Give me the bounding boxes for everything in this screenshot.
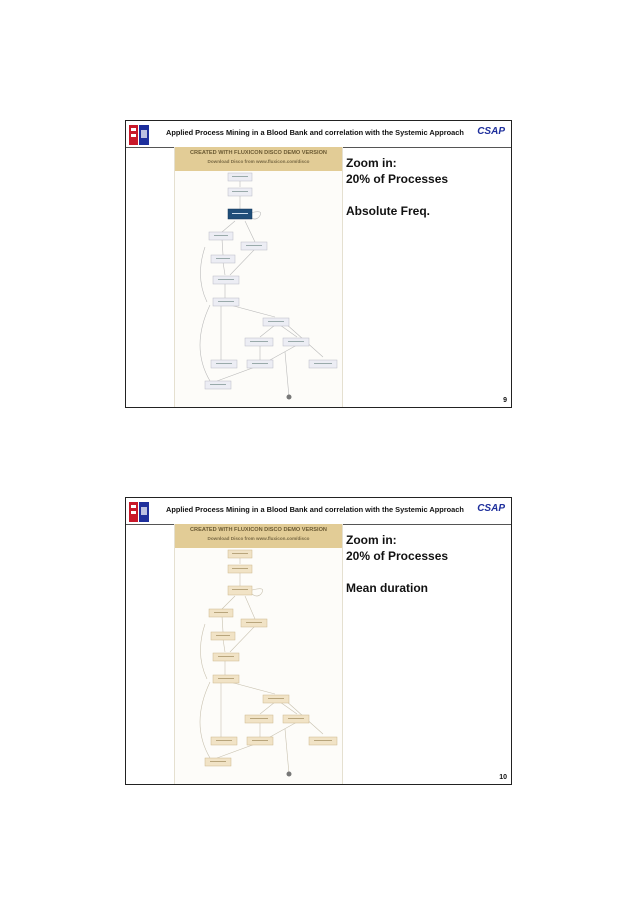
- banner-title: CREATED WITH FLUXICON DISCO DEMO VERSION: [190, 527, 327, 533]
- header-title: Applied Process Mining in a Blood Bank and correlation with the Systemic Approach: [166, 128, 464, 137]
- university-logo-icon: [128, 501, 150, 523]
- page-number: 9: [503, 397, 507, 404]
- metric-label: Absolute Freq.: [346, 204, 431, 218]
- slide-notes: [346, 155, 448, 219]
- university-logo-icon: [128, 124, 150, 146]
- watermark-banner: [175, 524, 342, 548]
- zoom-label: Zoom in:: [346, 156, 397, 170]
- slide-header: [126, 121, 511, 148]
- process-map-panel: [174, 147, 343, 407]
- metric-label: Mean duration: [346, 581, 429, 595]
- brand-label: CSAP: [477, 503, 505, 514]
- banner-subtitle: Download Disco from www.fluxicon.com/disco: [207, 536, 310, 541]
- watermark-banner: [175, 147, 342, 171]
- process-map-panel: [174, 524, 343, 784]
- banner-title: CREATED WITH FLUXICON DISCO DEMO VERSION: [190, 150, 327, 156]
- slide-9: [125, 120, 512, 408]
- slide-header: [126, 498, 511, 525]
- processes-label: 20% of Processes: [346, 172, 449, 186]
- slide-10: [125, 497, 512, 785]
- process-map-graph: [175, 524, 342, 784]
- page-number: 10: [499, 774, 507, 781]
- header-title: Applied Process Mining in a Blood Bank and correlation with the Systemic Approach: [166, 505, 464, 514]
- processes-label: 20% of Processes: [346, 549, 449, 563]
- banner-subtitle: Download Disco from www.fluxicon.com/disco: [207, 159, 310, 164]
- brand-label: CSAP: [477, 126, 505, 137]
- process-map-graph: [175, 147, 342, 407]
- slide-notes: [346, 532, 448, 596]
- zoom-label: Zoom in:: [346, 533, 397, 547]
